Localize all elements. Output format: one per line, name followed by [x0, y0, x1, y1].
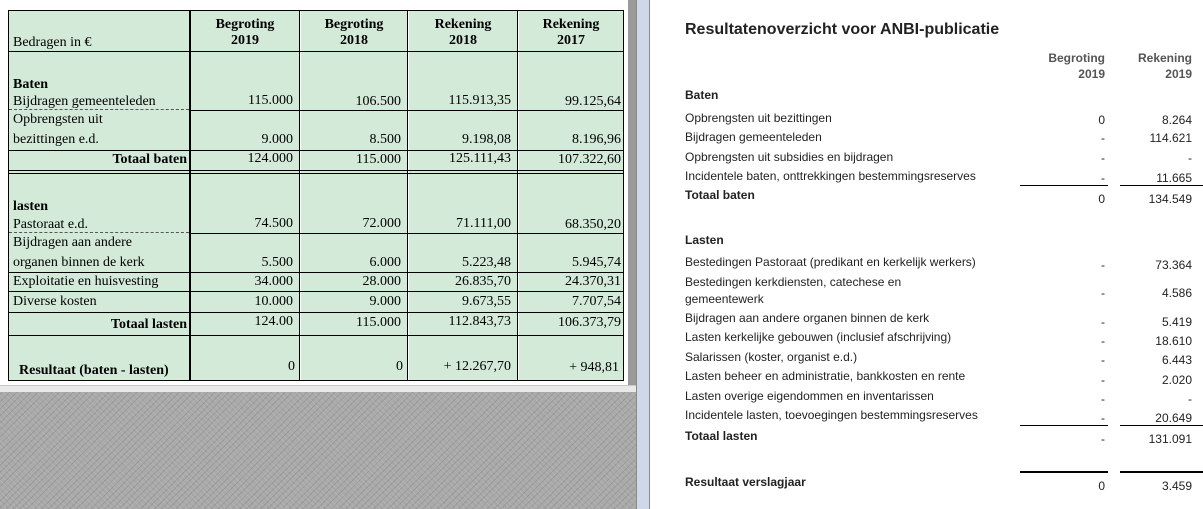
result-value: + 12.267,70: [443, 359, 511, 374]
hrule: [9, 312, 623, 313]
cell-value: 5.223,48: [462, 255, 511, 270]
subtotal-rule: [1020, 425, 1108, 426]
result-value: 0: [396, 359, 403, 374]
row-value-begroting: -: [1101, 411, 1105, 425]
baten-title: Baten: [13, 77, 48, 92]
hrule: [9, 272, 623, 273]
cell-value: 24.370,31: [565, 274, 621, 289]
row-label: Bijdragen aan andere organen binnen de kerk: [685, 311, 930, 325]
total-value-begroting: -: [1101, 432, 1105, 446]
col-header-line2: 2019: [1078, 67, 1105, 81]
row-label: Salarissen (koster, organist e.d.): [685, 350, 858, 364]
total-value: 107.322,60: [558, 152, 621, 167]
cell-value: 8.196,96: [572, 132, 621, 147]
cell-value: 34.000: [254, 274, 293, 289]
vrule: [407, 11, 408, 380]
result-rule: [1020, 471, 1108, 473]
row-label: Lasten kerkelijke gebouwen (inclusief afschrijving): [685, 330, 952, 344]
result-value-begroting: 0: [1098, 479, 1105, 493]
row-label: Pastoraat e.d.: [13, 217, 89, 232]
row-value-begroting: -: [1101, 258, 1105, 272]
row-label-cont: gemeentewerk: [685, 292, 764, 306]
result-value-rekening: 3.459: [1161, 479, 1192, 493]
subtotal-rule: [1120, 185, 1203, 186]
anbi-document: [650, 0, 1203, 509]
row-value-begroting: -: [1101, 334, 1105, 348]
pane-divider[interactable]: [636, 0, 650, 509]
hrule-dashed: [9, 232, 189, 233]
row-value-rekening: 114.621: [1149, 131, 1192, 145]
total-label: Totaal baten: [685, 188, 755, 202]
vrule: [517, 11, 518, 380]
total-value: 112.843,73: [448, 314, 511, 329]
row-value-begroting: -: [1101, 353, 1105, 367]
total-value: 106.373,79: [558, 315, 621, 330]
col-header-line1: Begroting: [1048, 51, 1105, 65]
result-value: 0: [288, 359, 295, 374]
total-value: 124.000: [247, 151, 293, 166]
total-label: Totaal lasten: [685, 429, 758, 443]
row-label: Exploitatie en huisvesting: [13, 274, 159, 289]
cell-value: 115.000: [248, 93, 293, 108]
cell-value: 71.111,00: [456, 216, 511, 231]
row-value-rekening: 6.443: [1161, 353, 1192, 367]
cell-value: 9.000: [261, 132, 293, 147]
result-label: Resultaat verslagjaar: [685, 475, 806, 489]
cell-value: 5.500: [261, 255, 293, 270]
cell-value: 72.000: [362, 216, 401, 231]
hrule: [191, 233, 623, 234]
result-label: Resultaat (baten - lasten): [19, 363, 169, 378]
baten-title: Baten: [685, 88, 719, 102]
row-value-begroting: -: [1101, 171, 1105, 185]
row-value-begroting: -: [1101, 373, 1105, 387]
row-value-begroting: -: [1101, 151, 1105, 165]
row-label: Opbrengsten uit subsidies en bijdragen: [685, 150, 894, 164]
cell-value: 9.198,08: [462, 132, 511, 147]
cell-value: 115.913,35: [448, 93, 511, 108]
row-value-begroting: 0: [1098, 113, 1105, 127]
row-value-rekening: 5.419: [1161, 315, 1192, 329]
row-label: Bestedingen Pastoraat (predikant en kerkelijk werkers): [685, 255, 976, 269]
row-value-rekening: 11.665: [1156, 171, 1192, 185]
row-value-begroting: -: [1101, 131, 1105, 145]
lasten-title: lasten: [13, 199, 48, 214]
row-value-rekening: -: [1188, 151, 1192, 165]
row-label: Bijdragen gemeenteleden: [685, 130, 822, 144]
row-label: organen binnen de kerk: [13, 255, 145, 270]
hrule: [9, 173, 623, 174]
row-value-rekening: 2.020: [1161, 373, 1192, 387]
result-value: + 948,81: [569, 360, 619, 375]
document-title: Resultatenoverzicht voor ANBI-publicatie: [685, 21, 1000, 38]
row-value-rekening: -: [1188, 392, 1192, 406]
total-value: 115.000: [356, 152, 401, 167]
row-label: Bijdragen gemeenteleden: [13, 94, 156, 109]
cell-value: 10.000: [254, 294, 293, 309]
header-line2: 2017: [557, 33, 585, 48]
cell-value: 7.707,54: [572, 294, 621, 309]
total-value-rekening: 131.091: [1148, 432, 1192, 446]
total-label: Totaal lasten: [110, 317, 187, 332]
header-line2: 2019: [231, 33, 259, 48]
cell-value: 9.673,55: [462, 294, 511, 309]
hrule: [9, 170, 623, 171]
spreadsheet-sheet: [0, 0, 628, 385]
total-value: 125.111,43: [449, 151, 511, 166]
row-value-begroting: -: [1101, 315, 1105, 329]
hrule: [9, 51, 623, 52]
hrule: [9, 291, 623, 292]
row-value-rekening: 73.364: [1155, 258, 1192, 272]
row-label: Diverse kosten: [13, 294, 97, 309]
header-line1: Begroting: [215, 17, 275, 32]
total-value-rekening: 134.549: [1148, 192, 1192, 206]
cell-value: 9.000: [369, 294, 401, 309]
amounts-label: Bedragen in €: [13, 35, 92, 50]
lasten-title: Lasten: [685, 233, 724, 247]
row-value-rekening: 18.610: [1155, 334, 1192, 348]
subtotal-rule: [1120, 425, 1203, 426]
cell-value: 74.500: [254, 216, 293, 231]
row-value-begroting: -: [1101, 392, 1105, 406]
empty-background: [0, 392, 636, 509]
col-header-line2: 2019: [1165, 67, 1192, 81]
hrule: [9, 335, 623, 336]
header-line1: Rekening: [434, 17, 492, 32]
subtotal-rule: [1020, 185, 1108, 186]
row-label: bezittingen e.d.: [13, 132, 99, 147]
vrule: [299, 11, 300, 380]
result-rule: [1120, 471, 1203, 473]
budget-table: [8, 10, 624, 381]
row-label: Opbrengsten uit bezittingen: [685, 111, 832, 125]
header-line2: 2018: [340, 33, 368, 48]
total-value: 115.000: [356, 315, 401, 330]
row-label: Opbrengsten uit: [13, 112, 103, 127]
cell-value: 5.945,74: [572, 255, 621, 270]
col-header-line1: Rekening: [1137, 51, 1192, 65]
header-line2: 2018: [449, 33, 477, 48]
cell-value: 106.500: [355, 94, 401, 109]
cell-value: 28.000: [362, 274, 401, 289]
cell-value: 8.500: [369, 132, 401, 147]
hrule: [9, 150, 623, 151]
cell-value: 26.835,70: [455, 274, 511, 289]
cell-value: 99.125,64: [565, 94, 621, 109]
row-value-rekening: 8.264: [1161, 113, 1192, 127]
hrule-dashed: [9, 109, 189, 110]
row-label: Bijdragen aan andere: [13, 235, 132, 250]
cell-value: 6.000: [369, 255, 401, 270]
cell-value: 68.350,20: [565, 217, 621, 232]
row-value-rekening: 20.649: [1155, 411, 1192, 425]
header-line1: Begroting: [324, 17, 384, 32]
total-value: 124.00: [254, 314, 293, 329]
row-label: Incidentele baten, onttrekkingen bestemmingsreserves: [685, 169, 976, 183]
row-value-begroting: -: [1101, 286, 1105, 300]
total-label: Totaal baten: [112, 152, 187, 167]
hrule: [191, 110, 623, 111]
row-value-rekening: 4.586: [1161, 286, 1192, 300]
row-label: Lasten overige eigendommen en inventarissen: [685, 389, 934, 403]
total-value-begroting: 0: [1098, 192, 1105, 206]
row-label: Bestedingen kerkdiensten, catechese en: [685, 275, 902, 289]
row-label: Lasten beheer en administratie, bankkosten en rente: [685, 369, 966, 383]
header-line1: Rekening: [542, 17, 600, 32]
row-label: Incidentele lasten, toevoegingen bestemmingsreserves: [685, 408, 978, 422]
